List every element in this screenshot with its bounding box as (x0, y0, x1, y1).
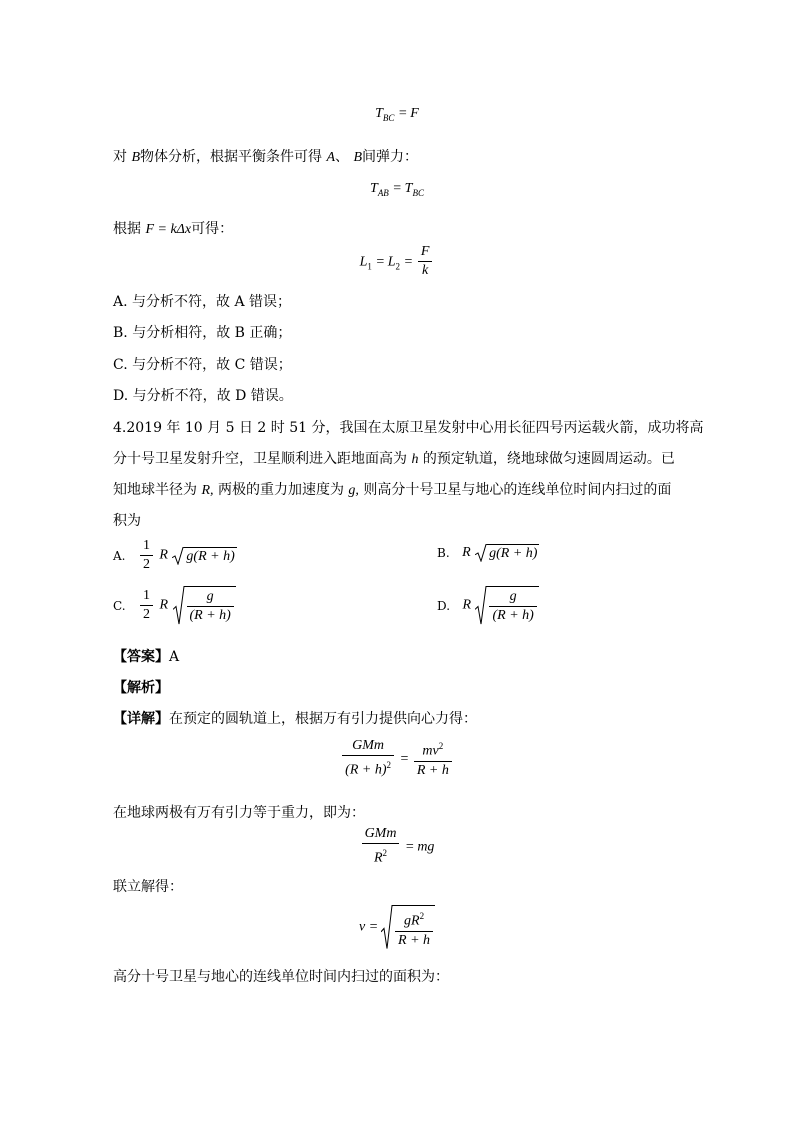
equation-l1-l2: $L_1 = L_2$ = $\frac{F}{k}$ (0, 243, 794, 280)
question-line-2: 分十号卫星发射升空，卫星顺利进入距地面高为 h 的预定轨道，绕地球做匀速圆周运动。已 (113, 451, 675, 467)
sqrt-sign: g(R + h) (172, 547, 236, 565)
text-hooke: 根据 F = kΔx可得： (113, 221, 234, 237)
equation-centripetal: $\frac{\text{GMm}}{(R + h)^2}$ = $\frac{mv^2}{R + h}$ (0, 737, 794, 780)
text-gravity: 在地球两极有万有引力等于重力，即为： (113, 805, 365, 821)
question-line-1: 4.2019 年 10 月 5 日 2 时 51 分，我国在太原卫星发射中心用长征四号丙运载火箭，成功将高 (113, 420, 704, 436)
prev-option-d: D. 与分析不符，故 D 错误。 (113, 388, 293, 404)
option-a[interactable]: A. $\frac{1}{2}$ R g(R + h) (113, 538, 235, 572)
sqrt-sign: $\frac{gR^2}{R + h}$ (381, 905, 435, 950)
prev-option-b: B. 与分析相符，故 B 正确； (113, 325, 292, 341)
answer: 【答案】A (113, 649, 180, 665)
text-solve: 联立解得： (113, 879, 183, 895)
equation-velocity: v = $\frac{gR^2}{R + h}$ (0, 905, 794, 950)
equation-gravity: $\frac{\text{GMm}}{R^2}$ = mg (0, 825, 794, 868)
option-d[interactable]: D. R $\frac{g}{(R + h)}$ (437, 586, 539, 625)
text-area: 高分十号卫星与地心的连线单位时间内扫过的面积为： (113, 969, 449, 985)
sqrt-sign: g(R + h) (475, 544, 539, 562)
option-c[interactable]: C. $\frac{1}{2}$ R $\frac{g}{(R + h)}$ (113, 586, 236, 625)
question-line-3: 知地球半径为 R, 两极的重力加速度为 g, 则高分十号卫星与地心的连线单位时间内扫过的面 (113, 482, 672, 498)
sqrt-sign: $\frac{g}{(R + h)}$ (173, 586, 236, 625)
detail-text: 【详解】在预定的圆轨道上，根据万有引力提供向心力得： (113, 711, 477, 727)
analysis-label: 【解析】 (113, 680, 169, 696)
text-b-analysis: 对 B物体分析，根据平衡条件可得 A、 B间弹力： (113, 149, 419, 165)
sqrt-sign: $\frac{g}{(R + h)}$ (475, 586, 538, 625)
question-line-4: 积为 (113, 513, 141, 529)
equation-tbc-equals-f: $T_{BC} = F$ (375, 106, 419, 123)
option-b[interactable]: B. R g(R + h) (437, 545, 538, 561)
equation-tab-equals-tbc: $T_{AB} = T_{BC}$ (370, 181, 424, 198)
prev-option-a: A. 与分析不符，故 A 错误； (113, 294, 292, 310)
prev-option-c: C. 与分析不符，故 C 错误； (113, 357, 292, 373)
